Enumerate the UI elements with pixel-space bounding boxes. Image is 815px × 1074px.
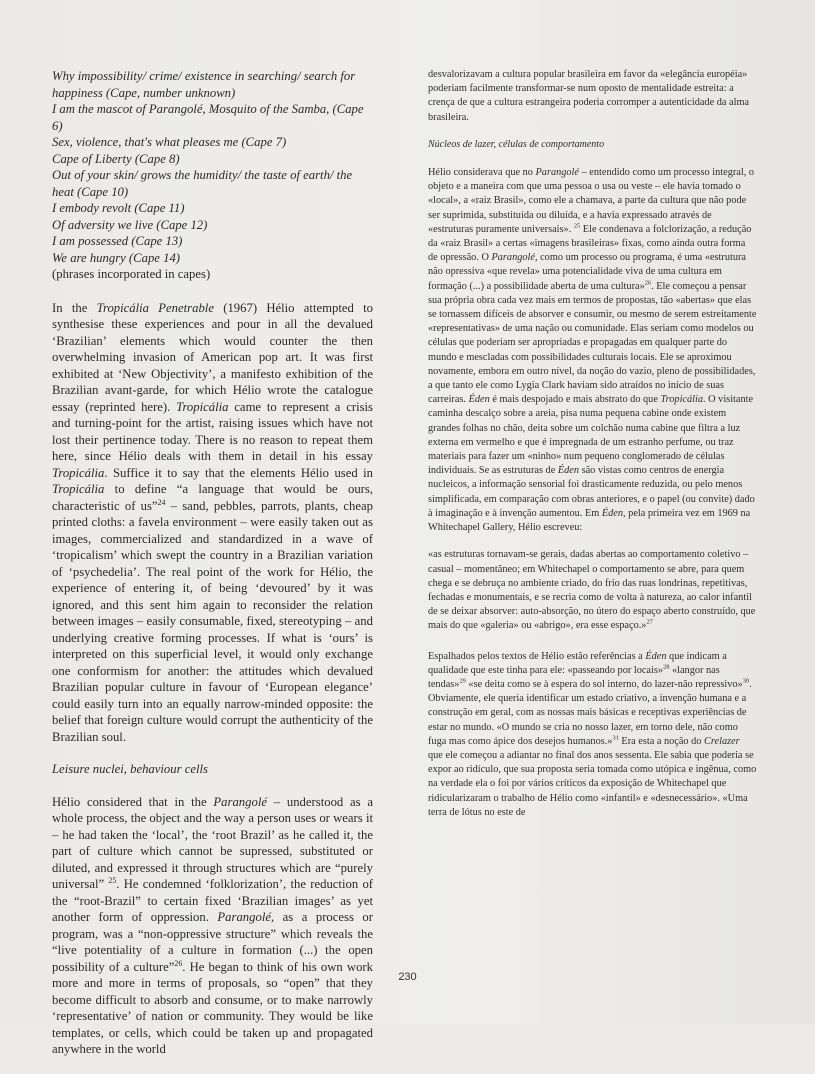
eden-paragraph: Espalhados pelos textos de Hélio estão referências a Éden que indicam a qualidade que este tinha para ele: «passeando por locais»$^{28}$ «langor nas tendas»$^{29}$ «se deita como se à espera do sol interno, do lazer-não repressivo»$^{30}$. Obviamente, ele queria identificar um estado criativo, a invenção humana e a construção em geral, com as nossas mais básicas e receptivas experiências de estar no mundo. «O mundo se cria no nosso lazer, em torno dele, não como fuga mas como ápice dos desejos humanos.»$^{31}$ Era esta a noção do Crelazer que ele começou a adiantar no final dos anos sessenta. Ele sabia que poderia se expor ao ridículo, que sua proposta seria tomada como utópica e ingênua, como na verdade ela o foi por vários críticos da exposição de Whitechapel que ridicularizaram o trabalho de Hélio como «infantil» e «desnecessário». «Uma terra de lótus no este de [428,650,757,818]
poem-line: Of adversity we live (Cape 12) [52,217,208,232]
continuation-paragraph: desvalorizavam a cultura popular brasileira em favor da «elegância européia» poderiam facilmente transformar-se num oposto de mentalidade estreita: a crença de que a cultura estrangeira poderia corromper a autenticidade da alma brasileira. [428,69,750,123]
poem-line: Cape of Liberty (Cape 8) [52,151,180,166]
footnote-ref: 27 [646,618,653,626]
tropicalia-paragraph: In the Tropicália Penetrable (1967) Hélio attempted to synthesise these experiences and pour in all the devalued ‘Brazilian’ elements which would counter the then overwhelming invasion of American pop art. It was first exhibited at ‘New Objectivity’, a manifesto exhibition of the Brazilian avant-garde, for which Hélio wrote the catalogue essay (reprinted here). Tropicália came to represent a crisis and turning-point for the artist, raising issues which have not lost their pertinence today. There is no reason to repeat them here, since Hélio deals with them in detail in his essay Tropicália. Suffice it to say that the elements Hélio used in Tropicália to define “a language that would be ours, characteristic of us”$^{24}$ – sand, pebbles, parrots, plants, cheap printed cloths: a favela environment – were easily taken out as images, commercialized and standardized in a wave of ‘tropicalism’ which swept the country in a Brazilian variation of ‘psychedelia’. The real point of the work for Hélio, the experience of entering it, of being ‘devoured’ by it was ignored, and this sent him again to reconsider the relation between images – easily consumable, fixed, stereotyping – and underlying creative forming processes. If what is ‘ours’ is interpreted on this superficial level, it would only exchange one conformism for another: the attitudes which devalued Brazilian popular culture in favour of ‘European elegance’ could easily turn into an equally narrow-minded opposite: the belief that foreign culture would corrupt the authenticity of the Brazilian soul. [52,300,373,744]
parangole-paragraph: Hélio considered that in the Parangolé – understood as a whole process, the object and the way a person uses or wears it – he had taken the ‘local’, the ‘root Brazil’ as he called it, the part of culture which cannot be supressed, substituted or diluted, and expressed it through structures which are “purely universal” $^{25}$. He condemned ‘folklorization’, the reduction of the “root-Brazil” to certain fixed ‘Brazilian images’ as yet another form of oppression. Parangolé, as a process or program, was a “non-oppressive structure” which reveals the “live potentiality of a culture in formation (...) the open possibility of a culture”$^{26}$. He began to think of his own work more and more in terms of proposals, so “open” that they become difficult to absorb and consume, or to make narrowly ‘representative’ of nation or community. They would be like templates, or cells, which could be taken up and propagated anywhere in the world [52,794,374,1056]
poem-line: I am the mascot of Parangolé, Mosquito of the Samba, (Cape 6) [52,102,364,133]
footnote-ref: 26 [644,279,652,287]
portuguese-column [428,68,757,833]
poem-note: (phrases incorporated in capes) [52,267,211,281]
cape-phrases-poem [52,68,373,283]
parangole-paragraph: Hélio considerava que no Parangolé – entendido como um processo integral, o objeto e a maneira com que uma pessoa o usa ou veste – ele havia tomado o «local», a «raiz Brasil», como ele a chamava, a parte da cultura que não pode ser suprimida, substituída ou diluída, e a havia expressado através de «estruturas puramente universais». $^{25}$ Ele condenava a folclorização, a redução da «raiz Brasil» a certas «imagens brasileiras» fixas, como ainda outra forma de opressão. O Parangolé, como um processo ou programa, é uma «estrutura não opressiva «que revela» uma potencialidade viva de uma cultura em formação (...) a possibilidade aberta de uma cultura»$^{26}$. Ele começou a pensar sua própria obra cada vez mais em termos de propostas, tão «abertas» que elas se tornassem difíceis de absorver e consumir, ou mesmo de serem estreitamente «representativas» de uma nação ou comunidade. Elas seriam como modelos ou células que poderiam ser apropriadas e propagadas em qualquer parte do mundo e mescladas com possibilidades culturais locais. Ele se aproximou novamente, embora em outro nível, da noção do vazio, pleno de possibilidades, a que tanto ele como Lygia Clark haviam sido atraídos no início de suas carreiras. Éden é mais despojado e mais abstrato do que Tropicália. O visitante caminha descalço sobre a areia, pisa numa pequena cabine onde existem grandes folhas no chão, deita sobre um colchão numa cabine que filtra a luz externa em vermelho e que é impregnada de um estranho perfume, ou traz materiais para fazer um «ninho» num pequeno conglomerado de células individuais. Se as estruturas de Éden são vistas como centros de energia nucleicos, a informação sensorial foi drasticamente reduzida, ou pelo menos simplificada, em comparação com obras anteriores, e o papel (ou convite) dado à imaginação e à invenção aumentou. Em Éden, pela primeira vez em 1969 na Whitechapel Gallery, Hélio escreveu: [428,167,757,534]
poem-line: Out of your skin/ grows the humidity/ the taste of earth/ the heat (Cape 10) [52,168,353,199]
block-quote: «as estruturas tornavam-se gerais, dadas abertas ao comportamento coletivo – casual – momentâneo; em Whitechapel o comportamento se abre, para quem chega e se debruça no ambiente criado, do frio das ruas londrinas, repetitivas, fechadas e monumentais, e se recria como de volta à natureza, ao calor infantil de se deixar absorver: auto-absorção, no útero do espaço aberto construído, que mais do que «galeria» ou «abrigo», era esse espaço.»$^{27}$ [428,549,756,632]
page-number: 230 [398,971,417,983]
footnote-ref: 25 [573,222,581,230]
section-heading: Leisure nuclei, behaviour cells [52,762,208,776]
poem-line: We are hungry (Cape 14) [52,250,181,265]
footnote-ref: 29 [459,677,466,685]
footnote-ref: 28 [663,663,670,671]
english-column [52,68,373,1074]
poem-line: Sex, violence, that's what pleases me (Cape 7) [52,135,287,149]
poem-line: Why impossibility/ crime/ existence in searching/ search for happiness (Cape, number unknown) [52,69,356,100]
poem-line: I embody revolt (Cape 11) [52,201,185,215]
section-heading: Núcleos de lazer, células de comportamento [428,138,605,150]
footnote-ref: 24 [157,497,166,507]
footnote-ref: 26 [174,958,183,968]
footnote-ref: 31 [612,734,619,742]
footnote-ref: 25 [108,875,117,885]
footnote-ref: 30 [742,677,750,685]
poem-line: I am possessed (Cape 13) [52,234,183,248]
